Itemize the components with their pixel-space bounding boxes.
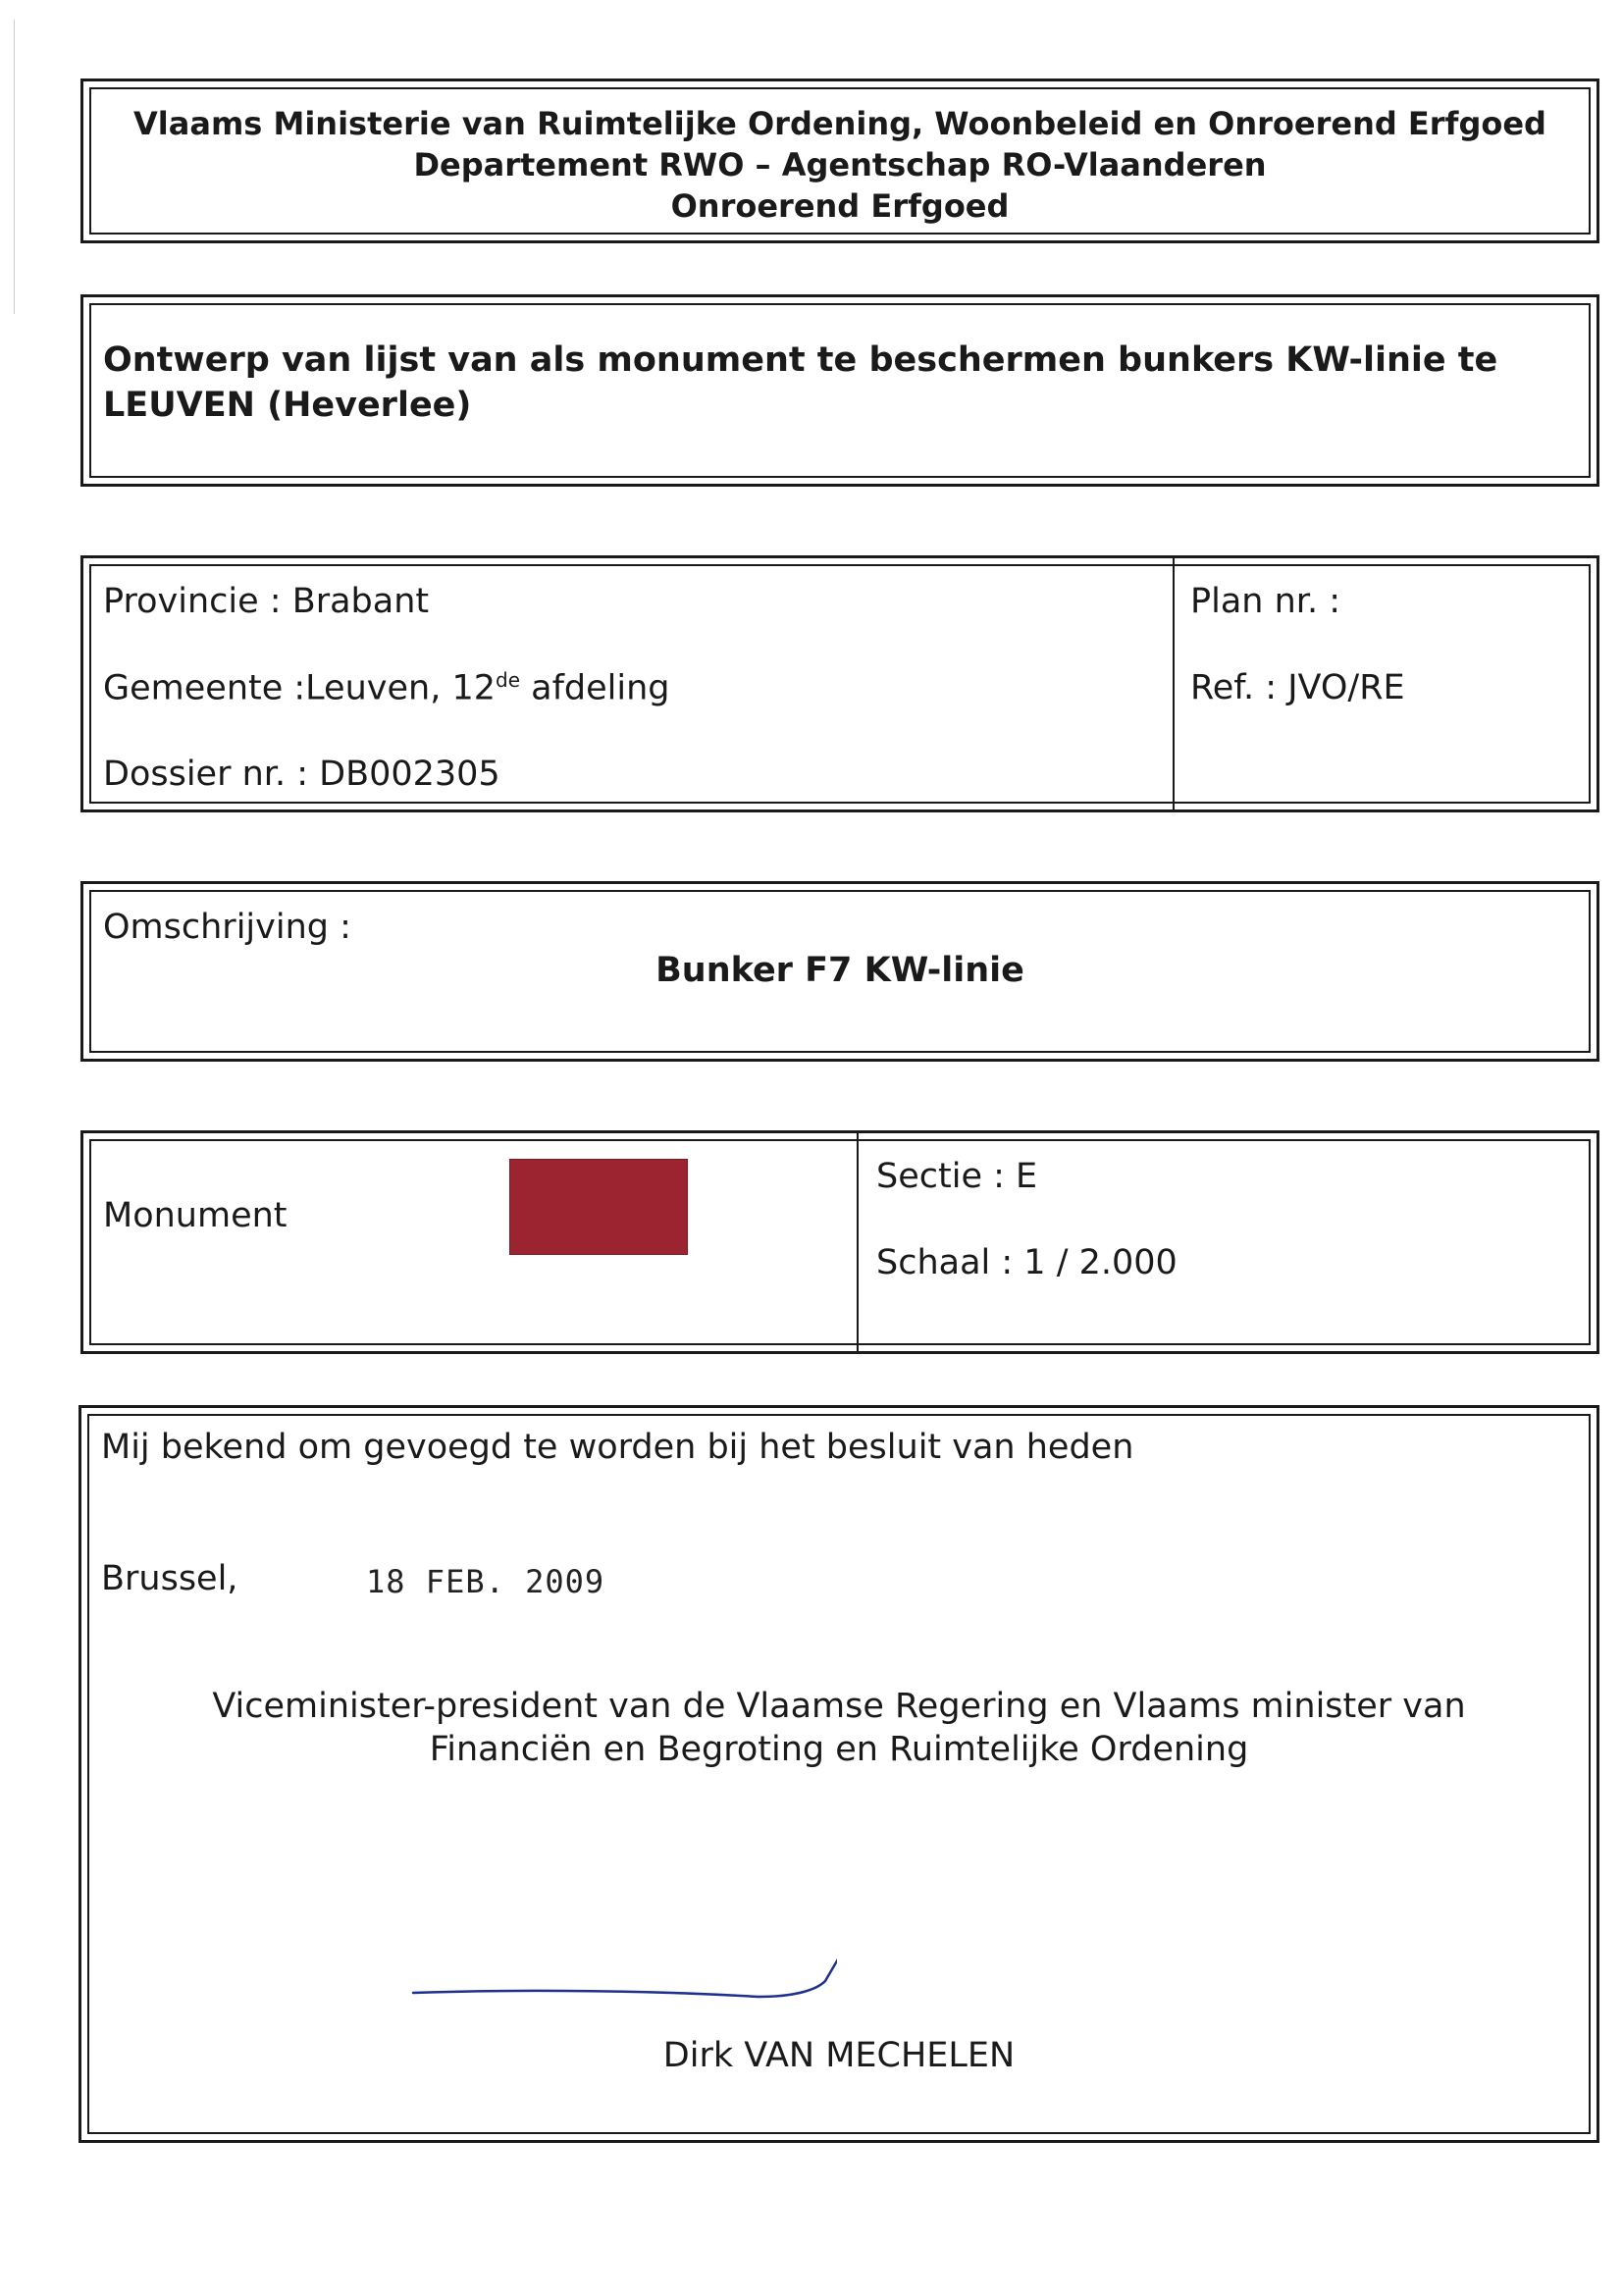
department-line: Departement RWO – Agentschap RO-Vlaanderen <box>413 146 1267 183</box>
info-divider <box>1173 558 1175 809</box>
gemeente-text: Gemeente :Leuven, 12 <box>103 668 496 708</box>
description-value: Bunker F7 KW-linie <box>655 951 1024 990</box>
agency-line: Onroerend Erfgoed <box>670 187 1010 225</box>
minister-function-line1: Viceminister-president van de Vlaamse Regering en Vlaams minister van <box>212 1687 1466 1726</box>
schaal-field: Schaal : 1 / 2.000 <box>876 1243 1178 1282</box>
document-title-line2: LEUVEN (Heverlee) <box>103 386 472 425</box>
gemeente-suffix: afdeling <box>520 668 670 708</box>
place-label: Brussel, <box>101 1559 238 1598</box>
ministry-line: Vlaams Ministerie van Ruimtelijke Ordening, Woonbeleid en Onroerend Erfgoed <box>133 105 1546 142</box>
signatory-name: Dirk VAN MECHELEN <box>662 2036 1016 2075</box>
minister-function-line2: Financiën en Begroting en Ruimtelijke Ordening <box>429 1730 1249 1769</box>
signature <box>405 1938 837 2016</box>
approval-statement: Mij bekend om gevoegd te worden bij het besluit van heden <box>101 1428 1134 1467</box>
legend-divider <box>857 1133 859 1351</box>
description-label: Omschrijving : <box>103 908 351 947</box>
gemeente-field <box>103 668 670 708</box>
margin-line <box>14 20 15 314</box>
info-box <box>80 555 1599 812</box>
approval-box <box>79 1405 1599 2143</box>
legend-box <box>80 1130 1599 1354</box>
monument-color-swatch <box>509 1159 688 1255</box>
dossier-field: Dossier nr. : DB002305 <box>103 755 500 794</box>
plan-field: Plan nr. : <box>1190 582 1340 621</box>
title-box <box>80 294 1599 487</box>
date-stamp: 18 FEB. 2009 <box>366 1563 605 1600</box>
gemeente-superscript: de <box>496 668 520 692</box>
sectie-field: Sectie : E <box>876 1157 1038 1196</box>
description-box <box>80 881 1599 1062</box>
document-title-line1: Ontwerp van lijst van als monument te beschermen bunkers KW-linie te <box>103 340 1498 380</box>
ref-field: Ref. : JVO/RE <box>1190 668 1405 707</box>
header-box <box>80 78 1599 243</box>
provincie-field: Provincie : Brabant <box>103 582 430 621</box>
legend-monument-label: Monument <box>103 1196 288 1235</box>
